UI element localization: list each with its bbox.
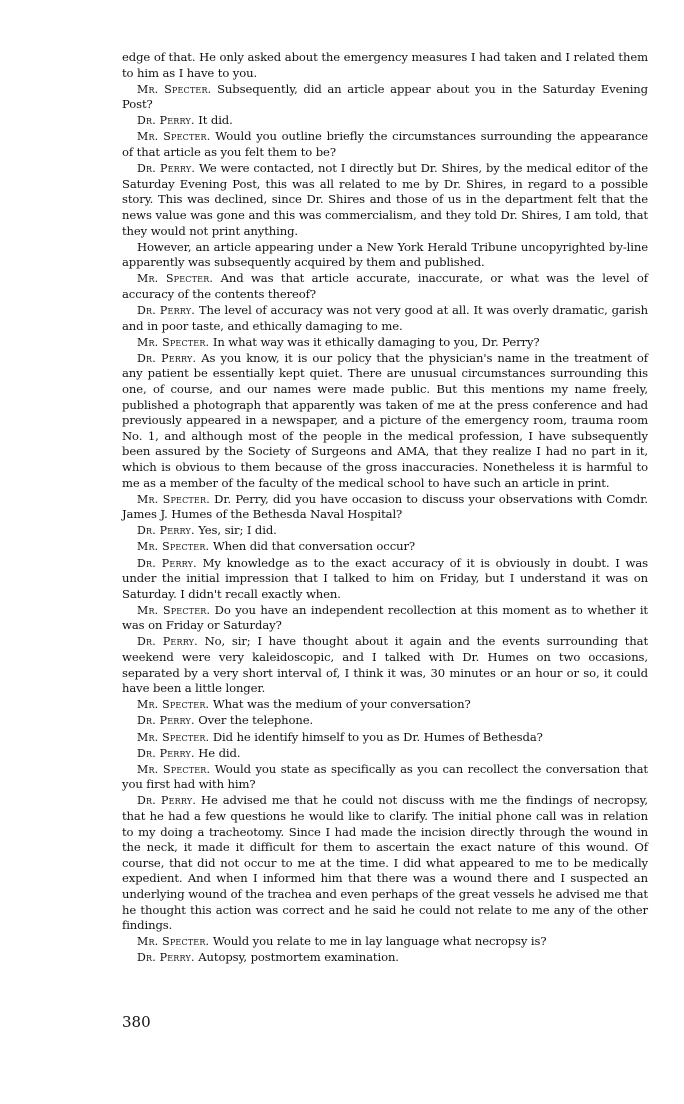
paragraph-text: My knowledge as to the exact accuracy of it is obviously in doubt. I was under the initial impression that I talked to him on Friday, but I understand it was on Saturday. I didn't recall exactly when.: [122, 555, 649, 601]
paragraph-14: [122, 556, 648, 603]
speaker-label: Mr. Specter.: [137, 540, 210, 554]
paragraph-text: He did.: [198, 745, 241, 760]
paragraph-6: [122, 240, 648, 271]
paragraph-text: What was the medium of your conversation?: [212, 697, 471, 712]
speaker-label: Mr. Specter.: [137, 130, 211, 144]
speaker-label: Dr. Perry.: [137, 524, 195, 538]
speaker-label: Mr. Specter.: [137, 603, 211, 617]
paragraph-10: [122, 351, 648, 491]
paragraph-text: It did.: [198, 113, 233, 128]
speaker-label: Mr. Specter.: [137, 730, 210, 744]
paragraph-text: The level of accuracy was not very good at all. It was overly dramatic, garish and in poor taste, and ethically damaging to me.: [122, 303, 648, 333]
paragraph-text: Yes, sir; I did.: [198, 523, 277, 538]
page-number: 380: [122, 1013, 151, 1031]
paragraph-text: edge of that. He only asked about the emergency measures I had taken and I related them to him as I have to you.: [122, 50, 648, 80]
paragraph-24: [122, 950, 648, 966]
paragraph-9: [122, 335, 648, 351]
speaker-label: Dr. Perry.: [137, 794, 197, 808]
paragraph-text: When did that conversation occur?: [212, 539, 416, 554]
speaker-label: Dr. Perry.: [137, 951, 195, 965]
speaker-label: Dr. Perry.: [137, 114, 195, 128]
speaker-label: Mr. Specter.: [137, 762, 211, 776]
speaker-label: Mr. Specter.: [137, 935, 210, 949]
speaker-label: Mr. Specter.: [137, 272, 214, 286]
speaker-label: Dr. Perry.: [137, 351, 197, 365]
paragraph-text: We were contacted, not I directly but Dr. Shires, by the medical editor of the Saturday Evening Post, this was all related to me by Dr. Shires, in regard to a possible story. This was declined, since Dr. Shires and those of us in the department felt that the news value was gone and this was commercialism, and they told Dr. Shires, I am told, that they would not print anything.: [122, 161, 648, 238]
paragraph-text: However, an article appearing under a New York Herald Tribune uncopyrighted by-line apparently was subsequently acquired by them and published.: [122, 239, 648, 270]
paragraph-1: [122, 50, 648, 81]
speaker-label: Dr. Perry.: [137, 304, 195, 317]
speaker-label: Dr. Perry.: [137, 556, 197, 570]
paragraph-text: Would you state as specifically as you can recollect the conversation that you first had with him?: [122, 761, 648, 792]
speaker-label: Dr. Perry.: [137, 746, 195, 760]
paragraph-13: [122, 539, 648, 555]
paragraph-text: Do you have an independent recollection at this moment as to whether it was on Friday or Saturday?: [122, 602, 648, 633]
paragraph-11: [122, 492, 648, 523]
paragraph-4: [122, 129, 648, 160]
paragraph-text: Autopsy, postmortem examination.: [198, 950, 399, 965]
paragraph-8: [122, 303, 648, 334]
paragraph-text: And was that article accurate, inaccurate, or what was the level of accuracy of the contents thereof?: [122, 271, 648, 301]
paragraph-text: Did he identify himself to you as Dr. Humes of Bethesda?: [212, 729, 543, 744]
paragraph-text: In what way was it ethically damaging to you, Dr. Perry?: [212, 334, 540, 349]
paragraph-19: [122, 730, 648, 746]
speaker-label: Dr. Perry.: [137, 635, 198, 649]
paragraph-text: As you know, it is our policy that the physician's name in the treatment of any patient be essentially kept quiet. There are unusual circumstances surrounding this one, of course, and our names were made public. But this mentions my name freely, published a photograph that apparently was taken of me at the press conference and had previously appeared in a newspaper, and a picture of the emergency room, trauma room No. 1, and although most of the people in the medical profession, I have subsequently been assured by the Society of Surgeons and AMA, that they realize I had no part in it, which is obvious to them because of the gross inaccuracies. Nonetheless it is harmful to me as a member of the faculty of the medical school to have such an article in print.: [122, 350, 648, 490]
speaker-label: Dr. Perry.: [137, 714, 195, 728]
paragraph-16: [122, 634, 648, 696]
paragraph-20: [122, 746, 648, 762]
paragraph-text: No, sir; I have thought about it again and the events surrounding that weekend were very kaleidoscopic, and I talked with Dr. Humes on two occasions, separated by a very short interval of, I think it was, 30 minutes or an hour or so, it could have been a little longer.: [122, 634, 648, 696]
paragraph-text: Would you relate to me in lay language what necropsy is?: [212, 934, 547, 949]
paragraph-22: [122, 793, 648, 933]
paragraph-23: [122, 934, 648, 950]
transcript-page: [122, 50, 648, 966]
paragraph-text: Would you outline briefly the circumstances surrounding the appearance of that article as you felt them to be?: [122, 129, 648, 160]
paragraph-text: Over the telephone.: [198, 713, 314, 728]
speaker-label: Dr. Perry.: [137, 162, 196, 176]
paragraph-17: [122, 697, 648, 713]
paragraph-5: [122, 161, 648, 239]
paragraph-text: Dr. Perry, did you have occasion to discuss your observations with Comdr. James J. Humes of the Bethesda Naval Hospital?: [122, 491, 648, 522]
paragraph-18: [122, 713, 648, 729]
paragraph-12: [122, 523, 648, 539]
paragraph-2: [122, 82, 648, 113]
paragraph-text: Subsequently, did an article appear about you in the Saturday Evening Post?: [122, 81, 648, 112]
speaker-label: Mr. Specter.: [137, 698, 210, 712]
paragraph-text: He advised me that he could not discuss with me the findings of necropsy, that he had a few questions he would like to clarify. The initial phone call was in relation to my doing a tracheotomy. Since I had made the incision directly through the wound in the neck, it made it difficult for them to ascertain the exact nature of this wound. Of course, that did not occur to me at the time. I did what appeared to me to be medically expedient. And when I informed him that there was a wound there and I suspected an underlying wound of the trachea and even perhaps of the great vessels he advised me that he thought this action was correct and he said he could not relate to me any of the other findings.: [122, 793, 648, 933]
paragraph-7: [122, 271, 648, 302]
speaker-label: Mr. Specter.: [137, 492, 210, 506]
paragraph-15: [122, 603, 648, 634]
paragraph-21: [122, 762, 648, 793]
paragraph-3: [122, 113, 648, 129]
speaker-label: Mr. Specter.: [137, 335, 210, 349]
speaker-label: Mr. Specter.: [137, 82, 212, 96]
